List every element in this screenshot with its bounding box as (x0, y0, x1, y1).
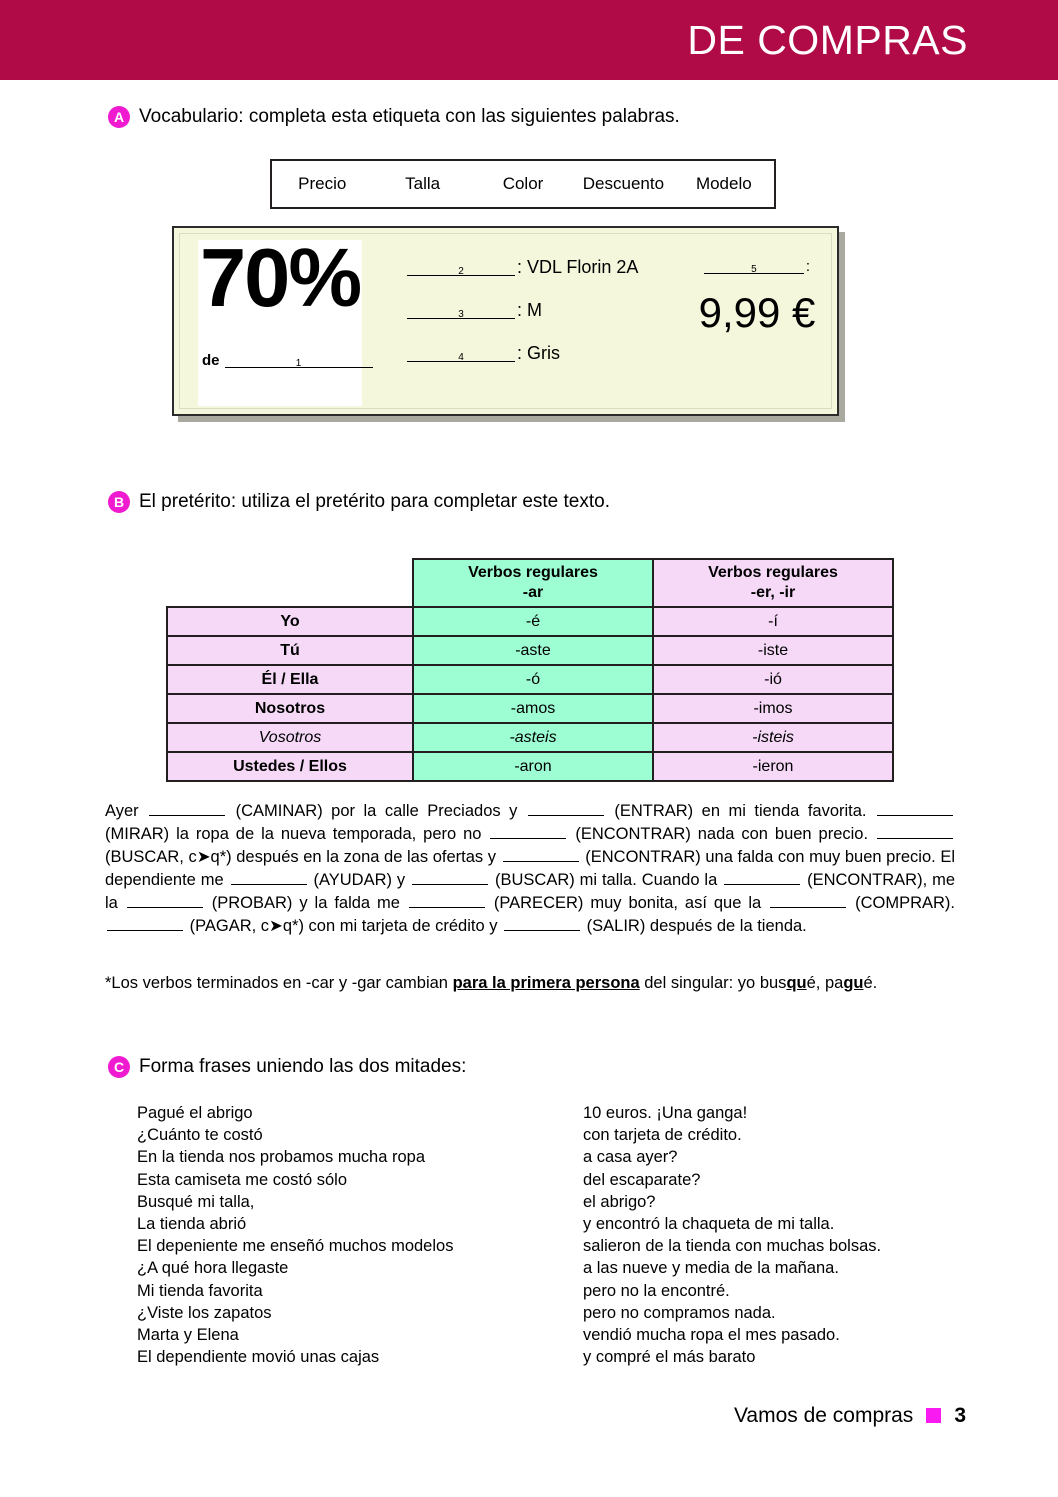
answer-blank-5[interactable] (704, 258, 804, 274)
match-left-item-3[interactable]: En la tienda nos probamos mucha ropa (137, 1148, 426, 1167)
match-left-column (137, 1102, 453, 1368)
word-bank-item-precio: Precio (298, 174, 347, 193)
paragraph-answer-blank-9[interactable] (724, 870, 800, 885)
answer-blank-1[interactable] (225, 352, 373, 368)
table-cell-yo-erir: -í (653, 607, 893, 636)
match-right-item-4[interactable]: del escaparate? (583, 1170, 701, 1189)
match-left-item-4[interactable]: Esta camiseta me costó sólo (137, 1170, 348, 1189)
price-tag-fields (407, 254, 638, 383)
answer-blank-2[interactable] (407, 260, 515, 276)
match-left-item-11[interactable]: Marta y Elena (137, 1326, 239, 1345)
footnote-text-part2: del singular: yo bus (639, 974, 787, 992)
match-right-item-9[interactable]: pero no la encontré. (583, 1281, 730, 1300)
footnote-text-part3: é, pa (806, 974, 844, 992)
match-right-item-3[interactable]: a casa ayer? (583, 1148, 678, 1167)
table-cell-vosotros-ar: -asteis (413, 723, 653, 752)
table-row-label-vosotros: Vosotros (167, 723, 413, 752)
table-row (167, 607, 893, 636)
section-b-heading (108, 491, 610, 513)
match-left-item-1[interactable]: Pagué el abrigo (137, 1104, 253, 1122)
match-left-item-6[interactable]: La tienda abrió (137, 1215, 247, 1234)
section-b-heading-text: El pretérito: utiliza el pretérito para completar este texto. (139, 490, 611, 512)
word-bank-item-modelo: Modelo (695, 174, 752, 193)
page-footer (734, 1405, 966, 1426)
table-row (167, 665, 893, 694)
table-header-ar (413, 559, 653, 607)
word-bank-item-color: Color (502, 174, 544, 193)
match-right-item-5[interactable]: el abrigo? (583, 1192, 656, 1211)
section-a-badge: A (108, 106, 130, 128)
answer-blank-3[interactable] (407, 303, 515, 319)
match-left-item-2[interactable]: ¿Cuánto te costó (137, 1126, 263, 1145)
table-cell-el-ella-ar: -ó (413, 665, 653, 694)
answer-blank-2-number: 2 (458, 266, 464, 277)
price-tag-field-value-color: : Gris (517, 343, 560, 363)
section-c-heading (108, 1056, 466, 1078)
price-tag-field-value-talla: : M (517, 300, 542, 320)
price-tag-field-row-3 (407, 297, 638, 319)
discount-from-row (202, 352, 373, 368)
price-tag-price-label-row (692, 258, 822, 274)
match-right-item-6[interactable]: y encontró la chaqueta de mi talla. (583, 1215, 835, 1234)
table-header-erir-line2: -er, -ir (750, 584, 796, 601)
section-b-badge: B (108, 491, 130, 513)
match-left-item-8[interactable]: ¿A qué hora llegaste (137, 1259, 289, 1278)
table-row-label-ustedes-ellos: Ustedes / Ellos (167, 752, 413, 781)
answer-blank-5-number: 5 (751, 264, 757, 275)
table-row-label-nosotros: Nosotros (167, 694, 413, 723)
match-left-item-9[interactable]: Mi tienda favorita (137, 1281, 263, 1300)
price-tag (172, 226, 839, 416)
answer-blank-4[interactable] (407, 346, 515, 362)
price-tag-right-block (692, 258, 822, 334)
preterite-endings-table (166, 558, 894, 782)
footer-square-marker (926, 1408, 941, 1423)
paragraph-answer-blank-13[interactable] (107, 916, 183, 931)
paragraph-answer-blank-7[interactable] (231, 870, 307, 885)
table-cell-ustedes-ellos-ar: -aron (413, 752, 653, 781)
paragraph-answer-blank-12[interactable] (770, 893, 846, 908)
table-row (167, 723, 893, 752)
match-right-item-1[interactable]: 10 euros. ¡Una ganga! (583, 1104, 748, 1122)
table-cell-nosotros-erir: -imos (653, 694, 893, 723)
footnote-text-part4: é. (863, 974, 878, 992)
answer-blank-3-number: 3 (458, 309, 464, 320)
word-bank-item-talla: Talla (405, 174, 441, 193)
footnote-text-part1: *Los verbos terminados en -car y -gar cambian (105, 974, 453, 992)
table-cell-ustedes-ellos-erir: -ieron (653, 752, 893, 781)
paragraph-answer-blank-10[interactable] (127, 893, 203, 908)
table-cell-el-ella-erir: -ió (653, 665, 893, 694)
spelling-change-footnote (105, 972, 965, 994)
word-bank-item-descuento: Descuento (582, 174, 665, 193)
match-right-item-8[interactable]: a las nueve y media de la mañana. (583, 1259, 839, 1278)
match-right-item-12[interactable]: y compré el más barato (583, 1348, 756, 1367)
match-left-item-12[interactable]: El dependiente movió unas cajas (137, 1348, 380, 1367)
match-left-item-5[interactable]: Busqué mi talla, (137, 1192, 255, 1211)
match-right-item-10[interactable]: pero no compramos nada. (583, 1303, 776, 1322)
footnote-emphasis-qu: qu (786, 974, 807, 992)
table-cell-tu-erir: -iste (653, 636, 893, 665)
paragraph-answer-blank-4[interactable] (490, 824, 566, 839)
match-left-item-7[interactable]: El depeniente me enseñó muchos modelos (137, 1237, 454, 1256)
footer-unit-title: Vamos de compras (733, 1404, 914, 1427)
paragraph-answer-blank-8[interactable] (412, 870, 488, 885)
table-header-erir-line1: Verbos regulares (708, 564, 838, 581)
match-right-column (583, 1102, 881, 1368)
price-tag-field-value-modelo: : VDL Florin 2A (517, 257, 639, 277)
table-row (167, 752, 893, 781)
discount-percent: 70% (200, 231, 361, 324)
preterite-gapfill-paragraph: Ayer (CAMINAR) por la calle Preciados y (ENTRAR) en mi tienda favorita. (MIRAR) la ropa de la nueva temporada, pero no (ENCONTRAR) nada con buen precio. (BUSCAR, c➤q*) después en la zona de las ofertas y (ENCONTRAR) una falda con muy buen precio. El dependiente me (AYUDAR) y (BUSCAR) mi talla. Cuando la (ENCONTRAR), me la (PROBAR) y la falda me (PARECER) muy bonita, así que la (COMPRAR). (PAGAR, c➤q*) con mi tarjeta de crédito y (SALIR) después de la tienda. (105, 802, 955, 935)
table-corner-cell (167, 559, 413, 607)
word-bank-box (270, 159, 776, 209)
table-header-ar-line1: Verbos regulares (468, 564, 598, 581)
table-row-label-el-ella: Él / Ella (167, 665, 413, 694)
match-right-item-7[interactable]: salieron de la tienda con muchas bolsas. (583, 1237, 882, 1256)
section-c-badge: C (108, 1056, 130, 1078)
footer-page-number: 3 (954, 1404, 966, 1427)
table-cell-vosotros-erir: -isteis (653, 723, 893, 752)
discount-de-label: de (202, 352, 220, 369)
table-row-label-tu: Tú (167, 636, 413, 665)
paragraph-answer-blank-3[interactable] (877, 801, 953, 816)
answer-blank-4-number: 4 (458, 352, 464, 363)
answer-blank-1-number: 1 (295, 358, 302, 369)
price-tag-field-row-4 (407, 340, 638, 362)
price-tag-field-row-2 (407, 254, 638, 276)
table-cell-nosotros-ar: -amos (413, 694, 653, 723)
match-right-item-11[interactable]: vendió mucha ropa el mes pasado. (583, 1326, 840, 1345)
paragraph-answer-blank-5[interactable] (877, 824, 953, 839)
page-header-band (0, 0, 1058, 80)
price-tag-price-value: 9,99 € (698, 289, 816, 336)
discount-block (198, 231, 362, 406)
table-row (167, 694, 893, 723)
match-left-item-10[interactable]: ¿Viste los zapatos (137, 1303, 272, 1322)
table-header-ar-line2: -ar (522, 584, 544, 601)
section-a-heading-text: Vocabulario: completa esta etiqueta con las siguientes palabras. (139, 105, 680, 127)
paragraph-answer-blank-14[interactable] (504, 916, 580, 931)
match-right-item-2[interactable]: con tarjeta de crédito. (583, 1126, 742, 1145)
table-header-row (167, 559, 893, 607)
table-row-label-yo: Yo (167, 607, 413, 636)
paragraph-answer-blank-2[interactable] (528, 801, 604, 816)
price-tag-colon: : (805, 258, 811, 275)
footnote-emphasis-gu: gu (843, 974, 864, 992)
table-row (167, 636, 893, 665)
footnote-emphasis-phrase: para la primera persona (452, 974, 640, 992)
section-c-heading-text: Forma frases uniendo las dos mitades: (139, 1055, 467, 1077)
section-a-heading (108, 106, 680, 128)
table-cell-tu-ar: -aste (413, 636, 653, 665)
paragraph-answer-blank-11[interactable] (409, 893, 485, 908)
table-cell-yo-ar: -é (413, 607, 653, 636)
table-header-erir (653, 559, 893, 607)
paragraph-answer-blank-6[interactable] (503, 847, 579, 862)
page-title: DE COMPRAS (687, 16, 968, 63)
paragraph-answer-blank-1[interactable] (149, 801, 225, 816)
